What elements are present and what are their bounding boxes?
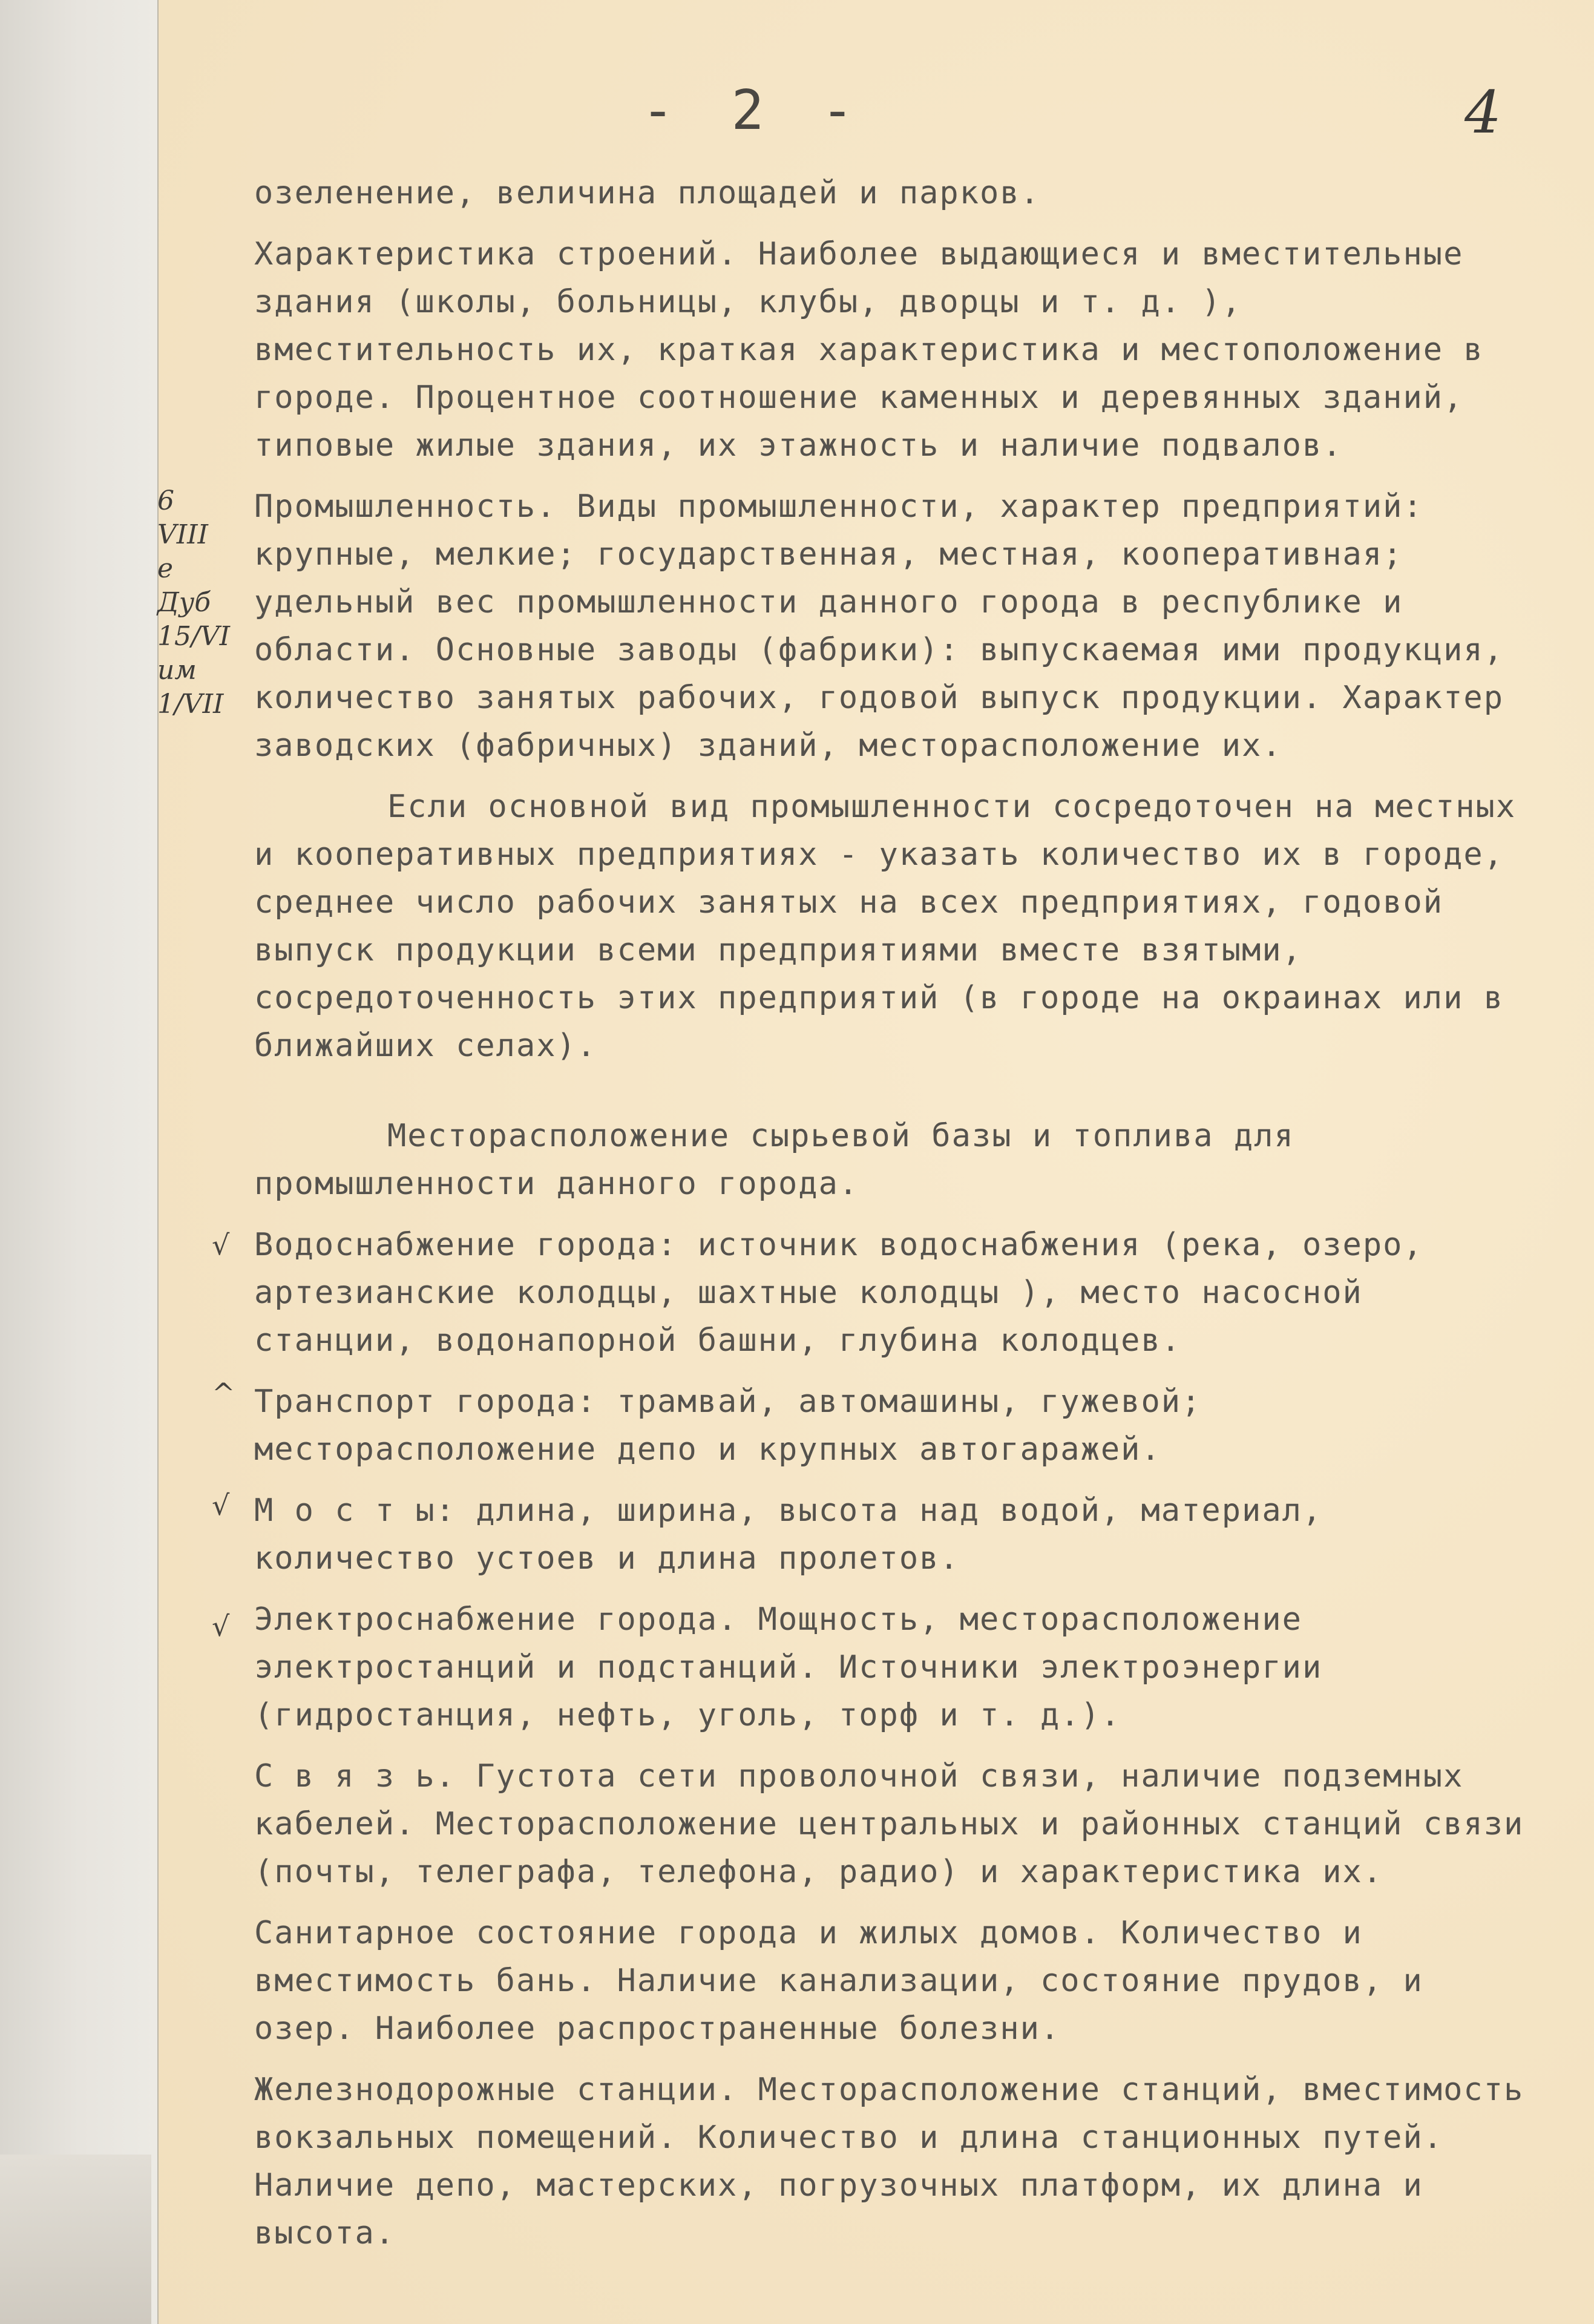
paragraph-raw-materials: Месторасположение сырьевой базы и топлива для промышленности данного города. xyxy=(254,1118,1315,1202)
binding-strip xyxy=(0,0,160,2324)
paragraph-sanitation: Санитарное состояние города и жилых домов. Количество и вместимость бань. Наличие канализации, состояние прудов, и озер. Наиболее распространенные болезни. xyxy=(254,1915,1444,2047)
paragraph-bridges: М о с т ы: длина, ширина, высота над водой, материал, количество устоев и длина пролетов. xyxy=(254,1492,1343,1577)
paragraph-transport: Транспорт города: трамвай, автомашины, гужевой; месторасположение депо и крупных автогаражей. xyxy=(254,1384,1222,1468)
margin-check-mark: √ xyxy=(212,1610,230,1643)
margin-check-mark: ^ xyxy=(212,1377,235,1410)
page-header-number: - 2 - xyxy=(641,79,866,142)
paragraph-local-enterprises: Если основной вид промышленности сосредоточен на местных и кооперативных предприятиях - указать количество их в городе, среднее число рабочих занятых на всех предприятиях, годовой выпуск продукции всеми предприятиями вместе взятыми, сосредоточенность этих предприятий (в городе на окраинах или в ближайших селах). xyxy=(254,789,1537,1064)
paragraph-water-supply: Водоснабжение города: источник водоснабжения (река, озеро, артезианские колодцы, шахтные колодцы ), место насосной станции, водонапорной башни, глубина колодцев. xyxy=(254,1227,1444,1359)
paragraph-communications: С в я з ь. Густота сети проволочной связи, наличие подземных кабелей. Месторасположение центральных и районных станций связи (почты, телеграфа, телефона, радио) и характеристика их. xyxy=(254,1758,1544,1890)
margin-handwritten-note: 6 VIII е Дуб 15/VI им 1/VII xyxy=(157,485,230,720)
paragraph-greenery: озеленение, величина площадей и парков. xyxy=(254,175,1040,211)
paragraph-electricity: Электроснабжение города. Мощность, месторасположение электростанций и подстанций. Источники электроэнергии (гидростанция, нефть, уголь, торф и т. д.). xyxy=(254,1601,1343,1733)
typed-body-text xyxy=(254,169,1544,2271)
binding-tab xyxy=(0,2155,151,2324)
folio-number: 4 xyxy=(1464,79,1502,146)
margin-check-mark: √ xyxy=(212,1229,230,1261)
paragraph-buildings: Характеристика строений. Наиболее выдающиеся и вместительные здания (школы, больницы, клубы, дворцы и т. д. ), вместительность их, краткая характеристика и местоположение в городе. Процентное соотношение каменных и деревянных зданий, типовые жилые здания, их этажность и наличие подвалов. xyxy=(254,236,1504,464)
margin-check-mark: √ xyxy=(212,1489,230,1521)
paragraph-railway-stations: Железнодорожные станции. Месторасположение станций, вместимость вокзальных помещений. Количество и длина станционных путей. Наличие депо, мастерских, погрузочных платформ, их длина и высота. xyxy=(254,2072,1544,2251)
paragraph-industry: Промышленность. Виды промышленности, характер предприятий: крупные, мелкие; государственная, местная, кооперативная; удельный вес промышленности данного города в республике и области. Основные заводы (фабрики): выпускаемая ими продукция, количество занятых рабочих, годовой выпуск продукции. Характер заводских (фабричных) зданий, месторасположение их. xyxy=(254,488,1524,764)
